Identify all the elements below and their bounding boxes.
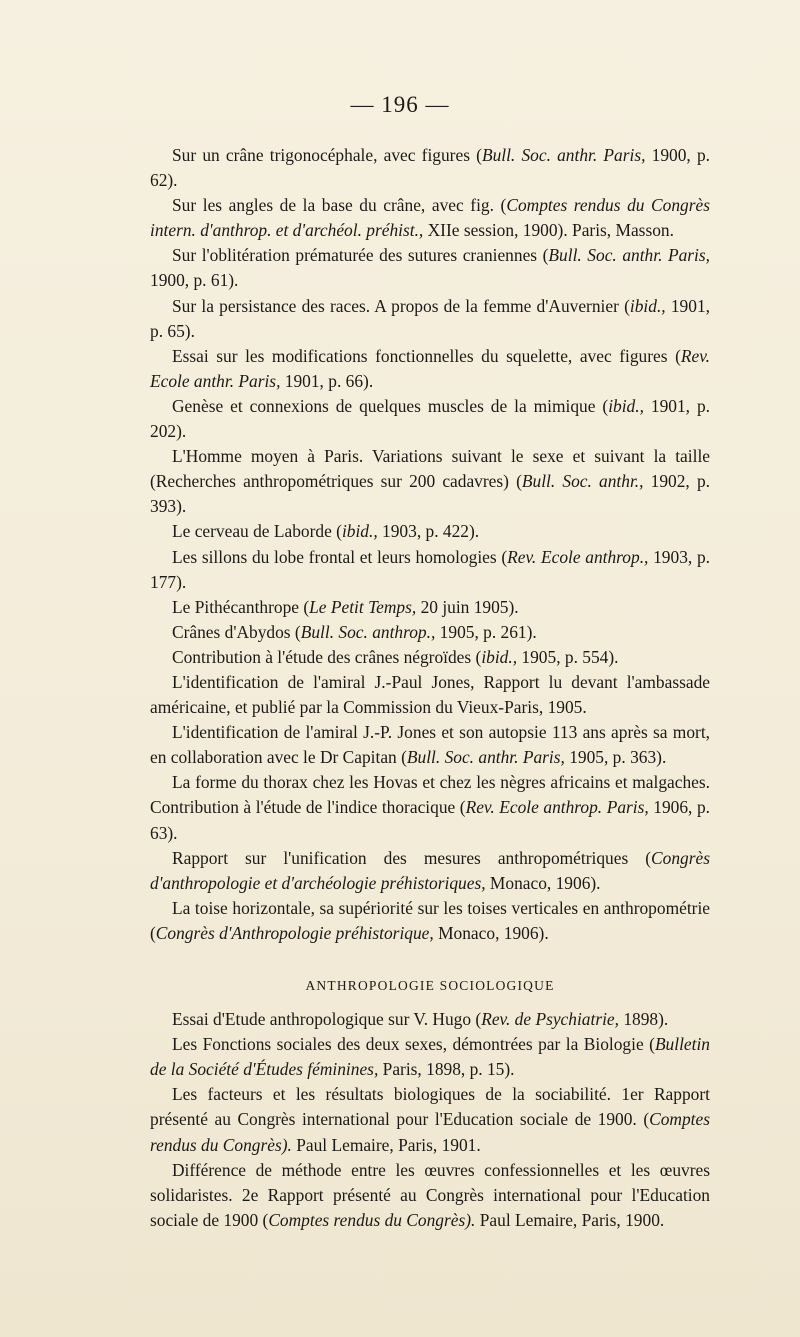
bibliography-entry: Essai sur les modifications fonctionnelles du squelette, avec figures (Rev. Ecole anthr. Paris, 1901, p. 66). <box>150 345 710 391</box>
sociology-bibliography-list <box>150 1007 710 1233</box>
bibliography-body <box>150 143 710 1233</box>
bibliography-entry: Le Pithécanthrope (Le Petit Temps, 20 juin 1905). <box>172 596 519 617</box>
bibliography-entry: Essai d'Etude anthropologique sur V. Hugo (Rev. de Psychiatrie, 1898). <box>172 1009 669 1030</box>
bibliography-entry: Le cerveau de Laborde (ibid., 1903, p. 422). <box>172 521 480 542</box>
bibliography-entry: Les sillons du lobe frontal et leurs homologies (Rev. Ecole anthrop., 1903, p. 177). <box>150 546 710 592</box>
section-heading: ANTHROPOLOGIE SOCIOLOGIQUE <box>305 978 555 993</box>
bibliography-entry: Crânes d'Abydos (Bull. Soc. anthrop., 1905, p. 261). <box>172 621 537 642</box>
bibliography-entry: L'Homme moyen à Paris. Variations suivant le sexe et suivant la taille (Recherches anthropométriques sur 200 cadavres) (Bull. Soc. anthr., 1902, p. 393). <box>150 446 710 517</box>
bibliography-entry: La toise horizontale, sa supériorité sur les toises verticales en anthropométrie (Congrès d'Anthropologie préhistorique, Monaco, 1906). <box>150 897 710 943</box>
bibliography-entry: Contribution à l'étude des crânes négroïdes (ibid., 1905, p. 554). <box>172 646 619 667</box>
bibliography-entry: L'identification de l'amiral J.-Paul Jones, Rapport lu devant l'ambassade américaine, et publié par la Commission du Vieux-Paris, 1905. <box>150 671 710 718</box>
bibliography-entry: Genèse et connexions de quelques muscles de la mimique (ibid., 1901, p. 202). <box>150 395 710 442</box>
bibliography-entry: L'identification de l'amiral J.-P. Jones et son autopsie 113 ans après sa mort, en collaboration avec le Dr Capitan (Bull. Soc. anthr. Paris, 1905, p. 363). <box>150 722 710 768</box>
bibliography-list <box>150 143 710 946</box>
bibliography-entry: Les facteurs et les résultats biologiques de la sociabilité. 1er Rapport présenté au Congrès international pour l'Education sociale de 1900. (Comptes rendus du Congrès). Paul Lemaire, Paris, 1901. <box>150 1084 710 1155</box>
bibliography-entry: Sur la persistance des races. A propos de la femme d'Auvernier (ibid., 1901, p. 65). <box>150 295 710 341</box>
bibliography-entry: Différence de méthode entre les œuvres confessionnelles et les œuvres solidaristes. 2e Rapport présenté au Congrès international pour l'Education sociale de 1900 (Comptes rendus du Congrès). Paul Lemaire, Paris, 1900. <box>150 1159 710 1230</box>
bibliography-entry: La forme du thorax chez les Hovas et chez les nègres africains et malgaches. Contribution à l'étude de l'indice thoracique (Rev. Ecole anthrop. Paris, 1906, p. 63). <box>150 772 710 843</box>
bibliography-entry: Sur les angles de la base du crâne, avec fig. (Comptes rendus du Congrès intern. d'anthrop. et d'archéol. préhist., XIIe session, 1900). Paris, Masson. <box>150 195 710 241</box>
bibliography-entry: Sur un crâne trigonocéphale, avec figures (Bull. Soc. anthr. Paris, 1900, p. 62). <box>150 145 711 191</box>
page-number: — 196 — <box>350 92 450 117</box>
bibliography-entry: Rapport sur l'unification des mesures anthropométriques (Congrès d'anthropologie et d'archéologie préhistoriques, Monaco, 1906). <box>150 847 710 893</box>
bibliography-entry: Sur l'oblitération prématurée des sutures craniennes (Bull. Soc. anthr. Paris, 1900, p. 61). <box>150 245 711 291</box>
bibliography-entry: Les Fonctions sociales des deux sexes, démontrées par la Biologie (Bulletin de la Société d'Études féminines, Paris, 1898, p. 15). <box>150 1034 710 1080</box>
